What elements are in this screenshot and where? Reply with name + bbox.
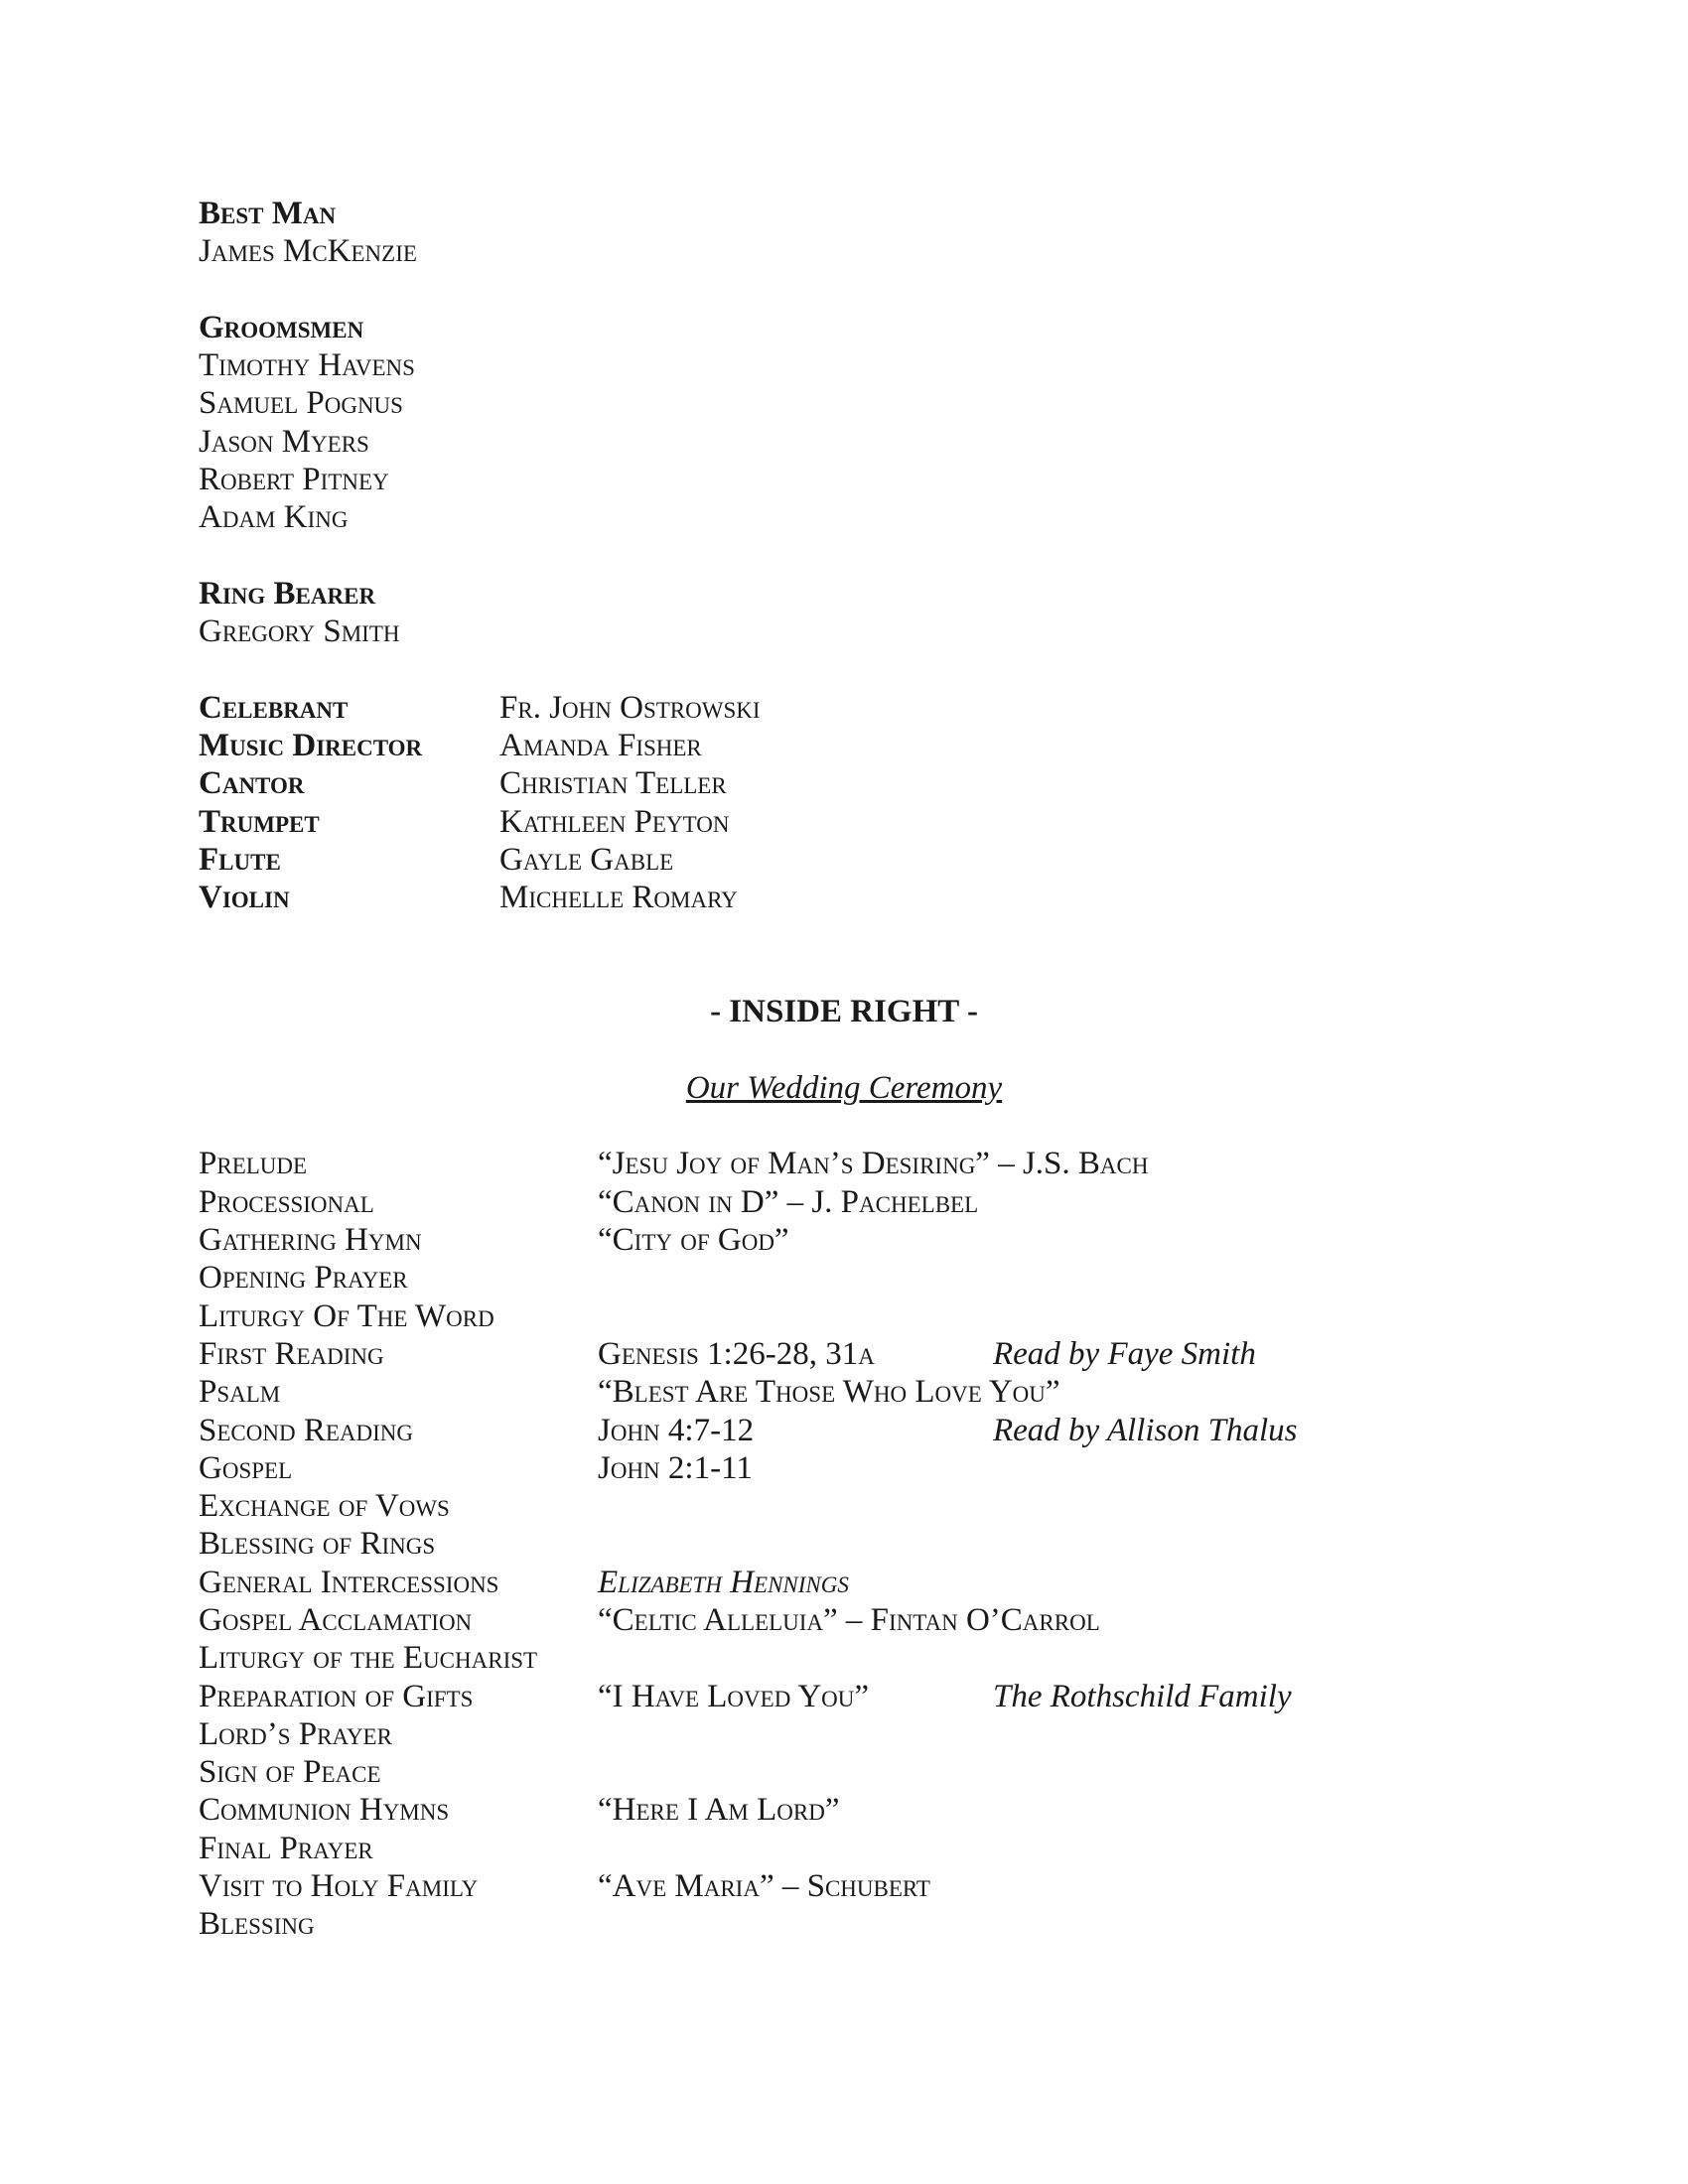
minister-name: Michelle Romary bbox=[499, 880, 738, 916]
program-row bbox=[0, 1564, 1688, 1601]
program-item: Final Prayer bbox=[199, 1830, 373, 1866]
program-row bbox=[0, 1525, 1688, 1563]
program-item: First Reading bbox=[199, 1335, 384, 1372]
spacer bbox=[0, 271, 1688, 309]
program-item: Blessing of Rings bbox=[199, 1526, 436, 1563]
program-row bbox=[0, 1791, 1688, 1829]
program-row bbox=[0, 1753, 1688, 1791]
spacer bbox=[0, 537, 1688, 575]
program-item: Gathering Hymn bbox=[199, 1222, 422, 1259]
program-item: Blessing bbox=[199, 1906, 315, 1943]
program-item: Gospel Acclamation bbox=[199, 1601, 473, 1638]
inside-right-title: - INSIDE RIGHT - bbox=[710, 994, 978, 1030]
program-item: Preparation of Gifts bbox=[199, 1678, 474, 1714]
program-row bbox=[0, 1335, 1688, 1373]
program-detail: “Ave Maria” – Schubert bbox=[598, 1868, 930, 1905]
minister-name: Christian Teller bbox=[499, 765, 727, 802]
program-detail: John 4:7-12 bbox=[598, 1412, 755, 1448]
program-item: Processional bbox=[199, 1183, 374, 1220]
spacer bbox=[0, 917, 1688, 955]
program-note: Read by Faye Smith bbox=[993, 1335, 1256, 1372]
minister-name: Amanda Fisher bbox=[499, 728, 702, 764]
person-name: Robert Pitney bbox=[199, 462, 389, 498]
program-item: Visit to Holy Family bbox=[199, 1868, 479, 1905]
minister-row bbox=[0, 689, 1688, 727]
minister-role: Flute bbox=[199, 842, 281, 879]
person-row bbox=[0, 423, 1688, 461]
program-item: Second Reading bbox=[199, 1412, 413, 1448]
program-detail: John 2:1-11 bbox=[598, 1449, 753, 1486]
minister-row bbox=[0, 727, 1688, 764]
program-item: Communion Hymns bbox=[199, 1792, 450, 1829]
program-item: Psalm bbox=[199, 1374, 281, 1411]
person-name: Timothy Havens bbox=[199, 347, 415, 384]
person-name: Jason Myers bbox=[199, 423, 369, 460]
minister-row bbox=[0, 764, 1688, 802]
minister-role: Trumpet bbox=[199, 803, 320, 840]
inside-right-title-row bbox=[0, 993, 1688, 1030]
spacer bbox=[0, 1031, 1688, 1069]
minister-name: Fr. John Ostrowski bbox=[499, 689, 761, 726]
program-item: Prelude bbox=[199, 1146, 308, 1182]
program-row bbox=[0, 1639, 1688, 1677]
program-item: Gospel bbox=[199, 1449, 293, 1486]
person-name: Adam King bbox=[199, 499, 349, 536]
person-name: James McKenzie bbox=[199, 233, 417, 270]
program-detail: Elizabeth Hennings bbox=[598, 1564, 849, 1600]
person-name: Samuel Pognus bbox=[199, 385, 403, 422]
minister-row bbox=[0, 803, 1688, 841]
spacer bbox=[0, 651, 1688, 689]
role-heading: Groomsmen bbox=[199, 309, 364, 345]
program-item: Lord’s Prayer bbox=[199, 1715, 392, 1752]
person-row bbox=[0, 498, 1688, 536]
program-row bbox=[0, 1221, 1688, 1259]
person-row bbox=[0, 461, 1688, 498]
program-detail: Genesis 1:26-28, 31a bbox=[598, 1335, 875, 1372]
person-row bbox=[0, 346, 1688, 384]
program-row bbox=[0, 1601, 1688, 1639]
section-best-man bbox=[0, 195, 1688, 232]
section-ring-bearer bbox=[0, 575, 1688, 613]
minister-role: Cantor bbox=[199, 765, 305, 802]
program-row bbox=[0, 1487, 1688, 1525]
person-row bbox=[0, 384, 1688, 422]
person-row bbox=[0, 232, 1688, 270]
program-item: Sign of Peace bbox=[199, 1754, 381, 1791]
program-note: The Rothschild Family bbox=[993, 1678, 1292, 1714]
program-detail: “Jesu Joy of Man’s Desiring” – J.S. Bach bbox=[598, 1146, 1149, 1182]
spacer bbox=[0, 955, 1688, 993]
program-detail: “Celtic Alleluia” – Fintan O’Carrol bbox=[598, 1601, 1100, 1638]
program-detail: “City of God” bbox=[598, 1222, 789, 1259]
program-row bbox=[0, 1715, 1688, 1753]
program-detail: “Here I Am Lord” bbox=[598, 1792, 840, 1829]
program-item: Opening Prayer bbox=[199, 1260, 408, 1297]
role-heading: Ring Bearer bbox=[199, 575, 376, 612]
role-heading: Best Man bbox=[199, 196, 337, 231]
program-note: Read by Allison Thalus bbox=[993, 1412, 1298, 1448]
program-item: Liturgy of the Eucharist bbox=[199, 1640, 538, 1677]
program-row bbox=[0, 1145, 1688, 1182]
program-row bbox=[0, 1373, 1688, 1411]
ceremony-title: Our Wedding Ceremony bbox=[685, 1069, 1003, 1106]
minister-role: Celebrant bbox=[199, 689, 349, 726]
minister-name: Gayle Gable bbox=[499, 842, 674, 879]
program-detail: “Blest Are Those Who Love You” bbox=[598, 1374, 1060, 1411]
program-content bbox=[0, 195, 1688, 1944]
section-groomsmen bbox=[0, 309, 1688, 346]
person-name: Gregory Smith bbox=[199, 614, 400, 650]
minister-role: Music Director bbox=[199, 728, 423, 764]
minister-row bbox=[0, 879, 1688, 916]
ceremony-title-row bbox=[0, 1069, 1688, 1107]
program-detail: “I Have Loved You” bbox=[598, 1678, 870, 1714]
minister-row bbox=[0, 841, 1688, 879]
program-item: Liturgy Of The Word bbox=[199, 1297, 494, 1334]
minister-name: Kathleen Peyton bbox=[499, 803, 730, 840]
program-row bbox=[0, 1905, 1688, 1943]
program-row bbox=[0, 1830, 1688, 1867]
spacer bbox=[0, 1107, 1688, 1145]
program-row bbox=[0, 1678, 1688, 1715]
program-row bbox=[0, 1297, 1688, 1335]
program-item: Exchange of Vows bbox=[199, 1488, 450, 1525]
program-row bbox=[0, 1259, 1688, 1297]
program-row bbox=[0, 1867, 1688, 1905]
program-item: General Intercessions bbox=[199, 1564, 499, 1600]
program-row bbox=[0, 1183, 1688, 1221]
program-detail: “Canon in D” – J. Pachelbel bbox=[598, 1183, 979, 1220]
program-row bbox=[0, 1412, 1688, 1449]
program-row bbox=[0, 1449, 1688, 1487]
person-row bbox=[0, 613, 1688, 650]
minister-role: Violin bbox=[199, 880, 290, 916]
